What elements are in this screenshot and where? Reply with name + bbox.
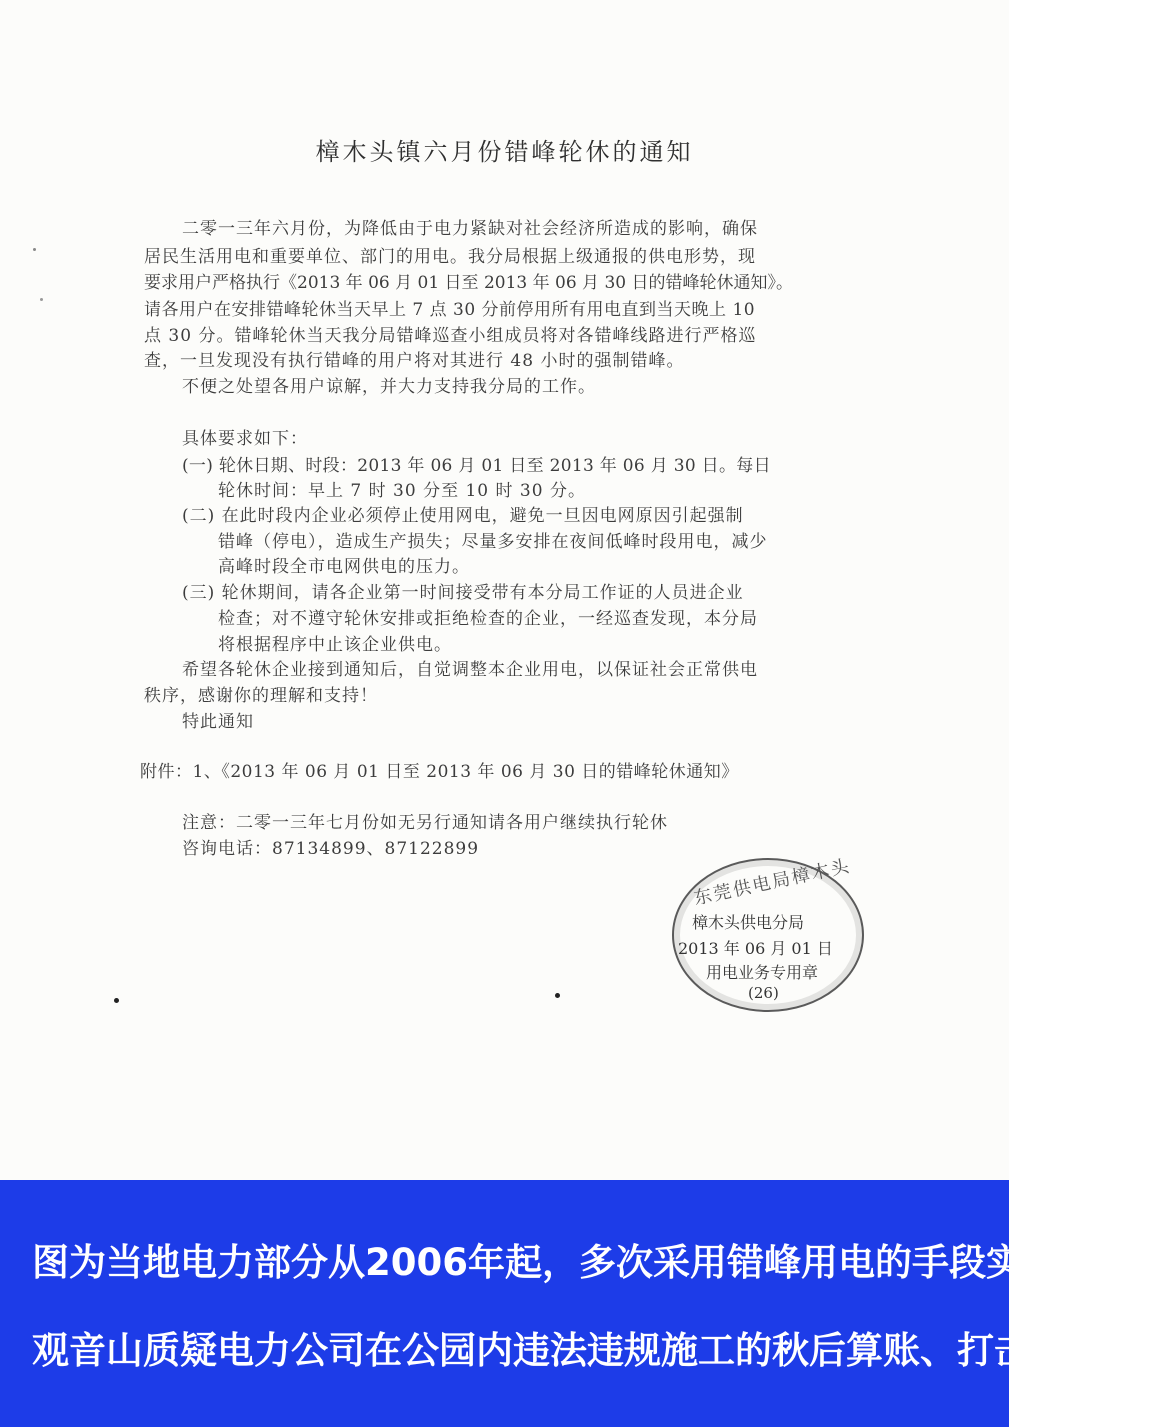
body-line: 请各用户在安排错峰轮休当天早上 7 点 30 分前停用所有用电直到当天晚上 10 — [144, 300, 756, 320]
note-line: 注意：二零一三年七月份如无另行通知请各用户继续执行轮休 — [182, 813, 668, 833]
scan-speck — [40, 298, 43, 301]
closing-line: 秩序，感谢你的理解和支持！ — [144, 686, 378, 706]
body-line: 查，一旦发现没有执行错峰的用户将对其进行 48 小时的强制错峰。 — [144, 351, 685, 371]
requirement-2: (二) 在此时段内企业必须停止使用网电，避免一旦因电网原因引起强制 — [182, 506, 744, 526]
seal-arc-text: 东莞供电局樟木头 — [691, 855, 853, 910]
body-line: 居民生活用电和重要单位、部门的用电。我分局根据上级通报的供电形势，现 — [144, 247, 756, 267]
requirement-1: (一) 轮休日期、时段：2013 年 06 月 01 日至 2013 年 06 月 30 日。每日 — [182, 456, 771, 476]
caption-banner — [0, 1180, 1171, 1427]
requirement-2-cont: 高峰时段全市电网供电的压力。 — [218, 557, 470, 577]
seal-number: (26) — [748, 984, 779, 1002]
seal-date: 2013 年 06 月 01 日 — [678, 939, 833, 958]
scan-speck — [555, 993, 560, 998]
closing-line: 希望各轮休企业接到通知后，自觉调整本企业用电，以保证社会正常供电 — [182, 660, 758, 680]
seal-usage: 用电业务专用章 — [706, 963, 819, 982]
requirement-3-cont: 将根据程序中止该企业供电。 — [218, 635, 452, 655]
requirements-heading: 具体要求如下： — [182, 429, 308, 449]
attachment-line: 附件：1、《2013 年 06 月 01 日至 2013 年 06 月 30 日的错峰轮休通知》 — [140, 762, 739, 782]
seal-org: 樟木头供电分局 — [692, 913, 805, 932]
requirement-1-cont: 轮休时间：早上 7 时 30 分至 10 时 30 分。 — [218, 481, 586, 501]
caption-line-2: 观音山质疑电力公司在公园内违法违规施工的秋后算账、打击报复。 — [32, 1329, 1142, 1372]
requirement-3-cont: 检查；对不遵守轮休安排或拒绝检查的企业，一经巡查发现，本分局 — [218, 609, 758, 629]
caption-line-1: 图为当地电力部分从2006年起，多次采用错峰用电的手段实质上是对 — [32, 1241, 1171, 1284]
requirement-3: (三) 轮休期间，请各企业第一时间接受带有本分局工作证的人员进企业 — [182, 583, 744, 603]
phone-line: 咨询电话：87134899、87122899 — [182, 839, 480, 859]
body-line: 不便之处望各用户谅解，并大力支持我分局的工作。 — [182, 377, 596, 397]
body-line: 二零一三年六月份，为降低由于电力紧缺对社会经济所造成的影响，确保 — [182, 219, 758, 239]
body-line: 点 30 分。错峰轮休当天我分局错峰巡查小组成员将对各错峰线路进行严格巡 — [144, 326, 757, 346]
scan-speck — [33, 248, 36, 251]
official-seal — [672, 855, 864, 1012]
notice-title: 樟木头镇六月份错峰轮休的通知 — [315, 138, 694, 166]
special-notice: 特此通知 — [182, 712, 254, 732]
scan-speck — [114, 998, 119, 1003]
body-line: 要求用户严格执行《2013 年 06 月 01 日至 2013 年 06 月 30 日的错峰轮休通知》。 — [144, 273, 793, 293]
requirement-2-cont: 错峰（停电），造成生产损失；尽量多安排在夜间低峰时段用电，减少 — [218, 532, 768, 552]
